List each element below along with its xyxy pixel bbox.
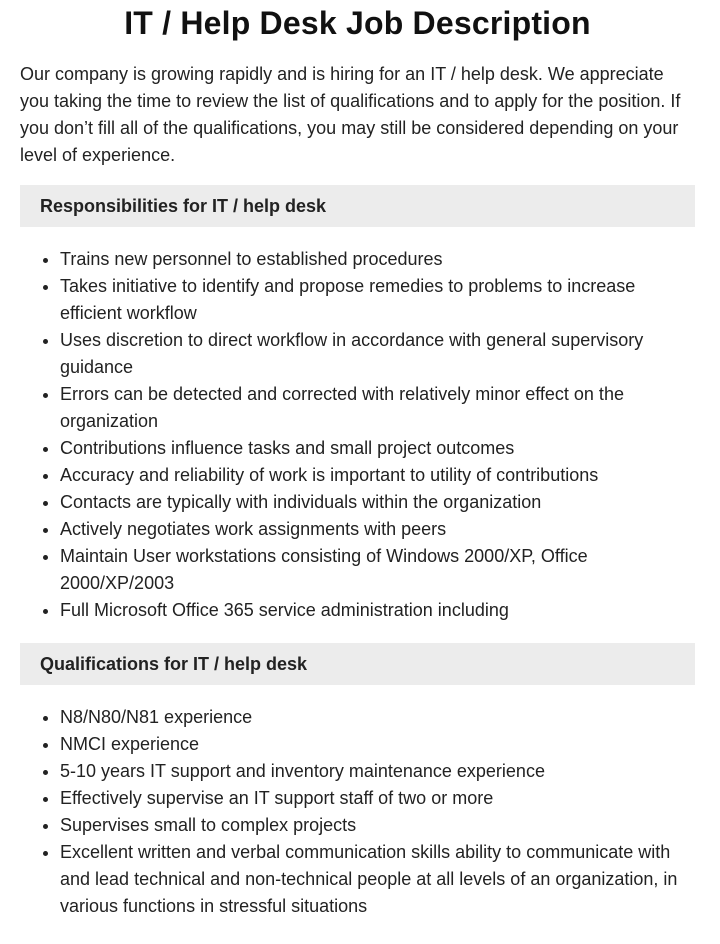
list-item: • Actively negotiates work assignments with peers [60, 516, 695, 543]
list-item: • Contributions influence tasks and small project outcomes [60, 435, 695, 462]
qualifications-list [20, 704, 695, 920]
list-item: • Accuracy and reliability of work is important to utility of contributions [60, 462, 695, 489]
intro-paragraph: Our company is growing rapidly and is hiring for an IT / help desk. We appreciate you taking the time to review the list of qualifications and to apply for the position. If you don’t fill all of the qualifications, you may still be considered depending on your level of experience. [20, 64, 681, 165]
responsibilities-heading: Responsibilities for IT / help desk [20, 185, 695, 227]
list-item: • Errors can be detected and corrected with relatively minor effect on the organization [60, 381, 695, 435]
qualifications-heading: Qualifications for IT / help desk [20, 643, 695, 685]
list-item: • Takes initiative to identify and propose remedies to problems to increase efficient workflow [60, 273, 695, 327]
list-item: • Effectively supervise an IT support staff of two or more [60, 785, 695, 812]
list-item: • Trains new personnel to established procedures [60, 246, 695, 273]
list-item: • 5-10 years IT support and inventory maintenance experience [60, 758, 695, 785]
list-item: • N8/N80/N81 experience [60, 704, 695, 731]
list-item: • Maintain User workstations consisting of Windows 2000/XP, Office 2000/XP/2003 [60, 543, 695, 597]
list-item: • Supervises small to complex projects [60, 812, 695, 839]
responsibilities-list [20, 246, 695, 624]
list-item: • Full Microsoft Office 365 service administration including [60, 597, 695, 624]
list-item: • NMCI experience [60, 731, 695, 758]
list-item: • Excellent written and verbal communication skills ability to communicate with and lead technical and non-technical people at all levels of an organization, in various functions in stressful situations [60, 839, 695, 920]
list-item: • Uses discretion to direct workflow in accordance with general supervisory guidance [60, 327, 695, 381]
page-title: IT / Help Desk Job Description [124, 5, 591, 41]
list-item: • Contacts are typically with individuals within the organization [60, 489, 695, 516]
